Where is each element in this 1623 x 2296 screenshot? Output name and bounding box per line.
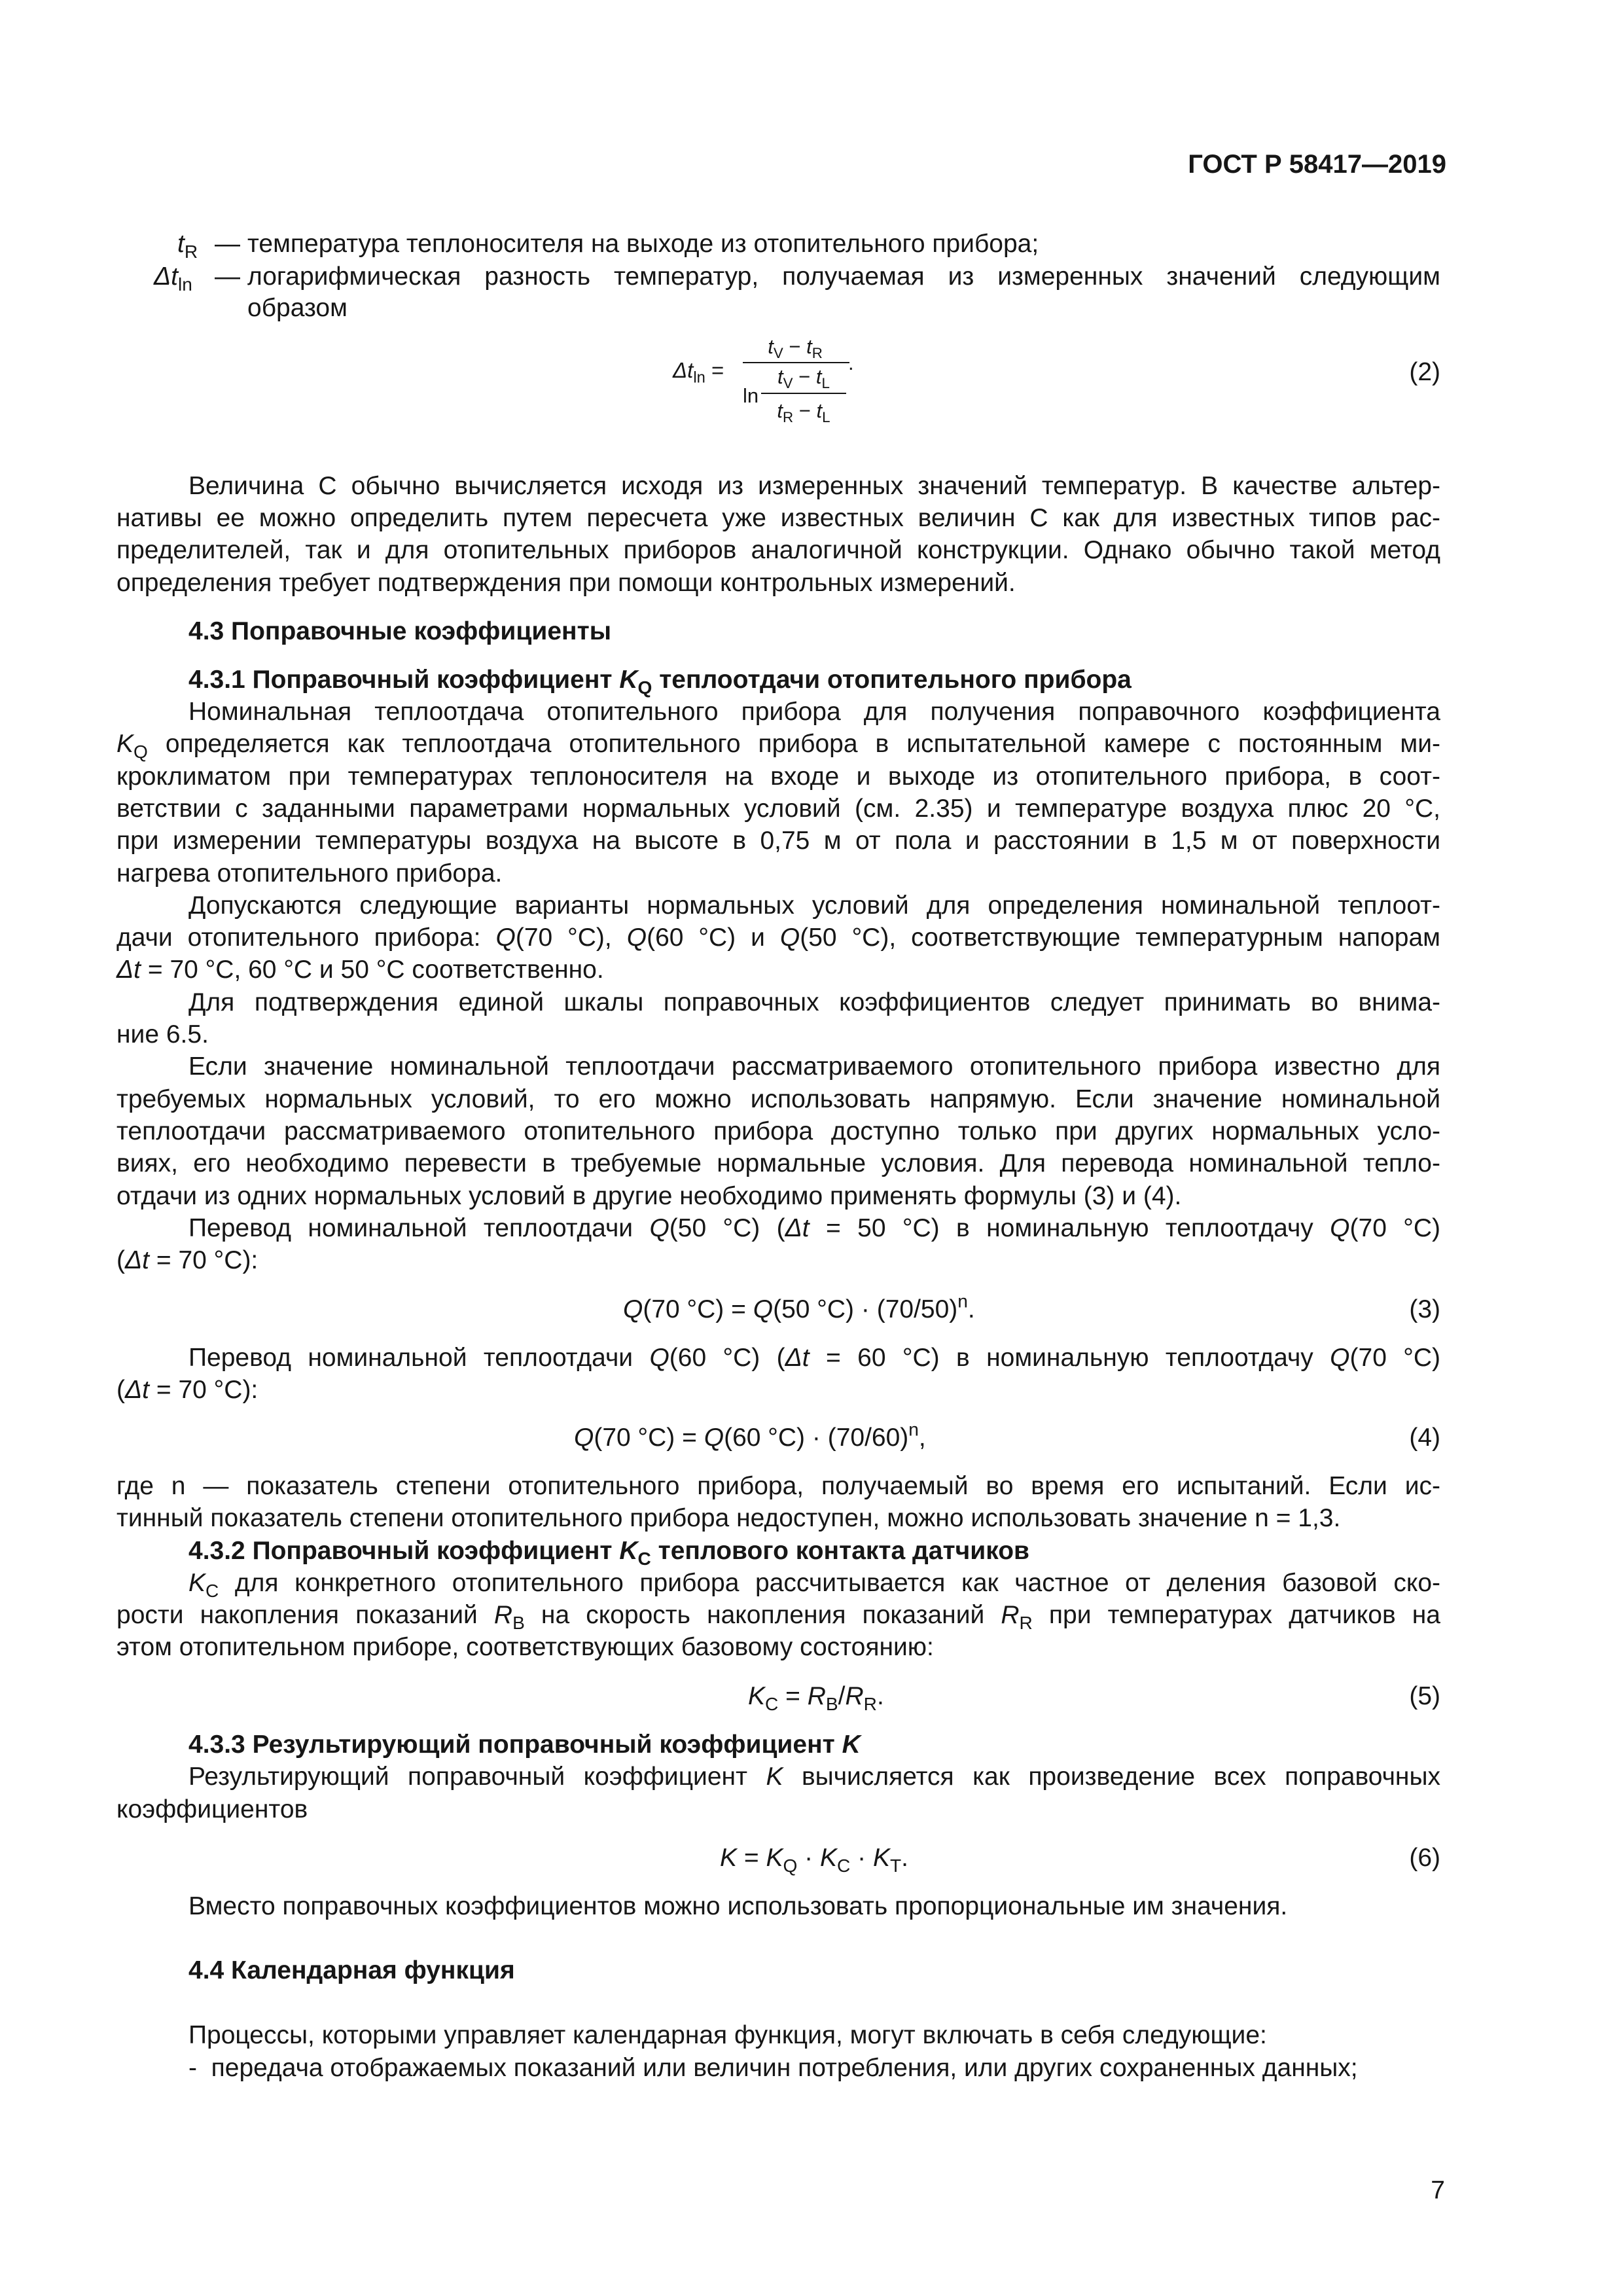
paragraph-line: ветствии с заданными параметрами нормальных условий (см. 2.35) и температуре воздуха плюс 20 °С, bbox=[116, 795, 1440, 823]
page-number: 7 bbox=[1431, 2176, 1445, 2204]
formula-2-fraction-bar bbox=[743, 362, 849, 363]
list-item: - передача отображаемых показаний или величин потребления, или других сохраненных данных; bbox=[188, 2054, 1358, 2082]
formula-5: $K_C = R_B/R_R$. bbox=[748, 1682, 884, 1714]
paragraph-line: кроклиматом при температурах теплоносителя на входе и выходе из отопительного прибора, в соот- bbox=[116, 762, 1440, 791]
formula-3-number: (3) bbox=[1409, 1295, 1440, 1323]
formula-2-lhs: $\Delta t_{ln}$ = bbox=[673, 358, 724, 387]
formula-6: $K = K_Q \cdot K_C \cdot K_T$. bbox=[720, 1844, 908, 1876]
paragraph-line: отдачи из одних нормальных условий в другие необходимо применять формулы (3) и (4). bbox=[116, 1182, 1182, 1210]
paragraph-line: Величина С обычно вычисляется исходя из измеренных значений температур. В качестве альтер- bbox=[188, 472, 1440, 500]
paragraph-line: Вместо поправочных коэффициентов можно использовать пропорциональные им значения. bbox=[188, 1892, 1288, 1920]
paragraph-line: дачи отопительного прибора: Q(70 °С), Q(60 °С) и Q(50 °С), соответствующие температурным напорам bbox=[116, 924, 1440, 952]
paragraph-line: рости накопления показаний $R_B$ на скорость накопления показаний $R_R$ при температурах датчиков на bbox=[116, 1601, 1440, 1633]
paragraph-line: тинный показатель степени отопительного прибора недоступен, можно использовать значение n = 1,3. bbox=[116, 1504, 1341, 1532]
bullet-marker: - bbox=[188, 2054, 197, 2082]
definition-symbol-dtln: $\Delta t_{ln}$ bbox=[154, 262, 192, 295]
paragraph-line: коэффициентов bbox=[116, 1795, 308, 1823]
paragraph-line: Результирующий поправочный коэффициент K вычисляется как произведение всех поправочных bbox=[188, 1763, 1440, 1791]
section-heading-4-4: 4.4 Календарная функция bbox=[188, 1956, 515, 1984]
definition-symbol-tR: $t_R$ bbox=[177, 230, 198, 262]
formula-5-number: (5) bbox=[1409, 1682, 1440, 1710]
formula-4-number: (4) bbox=[1409, 1424, 1440, 1452]
document-header: ГОСТ Р 58417—2019 bbox=[1188, 150, 1446, 179]
formula-2-number: (2) bbox=[1409, 358, 1440, 386]
formula-2-inner-fraction-bar bbox=[761, 393, 846, 394]
section-heading-4-3-3: 4.3.3 Результирующий поправочный коэффициент K bbox=[188, 1731, 861, 1759]
paragraph-line: пределителей, так и для отопительных приборов аналогичной конструкции. Однако обычно такой метод bbox=[116, 536, 1440, 564]
formula-2-ln: ln bbox=[743, 384, 759, 407]
paragraph-line: (Δt = 70 °С): bbox=[116, 1376, 259, 1404]
definition-dash: — bbox=[215, 262, 240, 291]
paragraph-line: этом отопительном приборе, соответствующих базовому состоянию: bbox=[116, 1633, 934, 1661]
formula-2-period: . bbox=[848, 351, 854, 374]
paragraph-line: Перевод номинальной теплоотдачи Q(60 °С) (Δt = 60 °С) в номинальную теплоотдачу Q(70 °С) bbox=[188, 1344, 1440, 1372]
formula-2-inner-denominator: $t_R - t_L$ bbox=[777, 399, 830, 426]
paragraph-line: виях, его необходимо перевести в требуемые нормальные условия. Для перевода номинальной тепло- bbox=[116, 1149, 1440, 1177]
formula-3: Q(70 °С) = Q(50 $^\circ С) \cdot (70/50)^n$. bbox=[623, 1291, 975, 1323]
paragraph-line: определения требует подтверждения при помощи контрольных измерений. bbox=[116, 569, 1016, 597]
section-heading-4-3: 4.3 Поправочные коэффициенты bbox=[188, 617, 611, 645]
paragraph-line: (Δt = 70 °С): bbox=[116, 1246, 259, 1274]
paragraph-line: при измерении температуры воздуха на высоте в 0,75 м от пола и расстоянии в 1,5 м от поверхности bbox=[116, 827, 1440, 855]
paragraph-line: Если значение номинальной теплоотдачи рассматриваемого отопительного прибора известно для bbox=[188, 1052, 1440, 1081]
paragraph-line: Перевод номинальной теплоотдачи Q(50 °С) (Δt = 50 °С) в номинальную теплоотдачу Q(70 °С) bbox=[188, 1214, 1440, 1242]
formula-2-numerator: $t_V - t_R$ bbox=[768, 335, 823, 362]
paragraph-line: Для подтверждения единой шкалы поправочных коэффициентов следует принимать во внима- bbox=[188, 988, 1440, 1016]
paragraph-line: $K_Q$ определяется как теплоотдача отопительного прибора в испытательной камере с постоянным ми- bbox=[116, 730, 1440, 762]
section-heading-4-3-1: 4.3.1 Поправочный коэффициент $K_Q$ теплоотдачи отопительного прибора bbox=[188, 666, 1132, 698]
formula-4: Q(70 °С) = Q(60 $^\circ С) \cdot (70/60)^n$, bbox=[574, 1419, 926, 1452]
paragraph-line: $K_C$ для конкретного отопительного прибора рассчитывается как частное от деления базовой ско- bbox=[188, 1569, 1440, 1601]
paragraph-line: Процессы, которыми управляет календарная функция, могут включать в себя следующие: bbox=[188, 2021, 1267, 2049]
definition-dash: — bbox=[215, 230, 240, 258]
paragraph-line: теплоотдачи рассматриваемого отопительного прибора доступно только при других нормальных усло- bbox=[116, 1117, 1440, 1145]
section-heading-4-3-2: 4.3.2 Поправочный коэффициент $K_C$ теплового контакта датчиков bbox=[188, 1537, 1030, 1569]
definition-text-cont: образом bbox=[247, 294, 348, 322]
formula-6-number: (6) bbox=[1409, 1844, 1440, 1872]
paragraph-line: нативы ее можно определить путем пересчета уже известных величин С как для известных типов рас- bbox=[116, 504, 1440, 532]
paragraph-line: нагрева отопительного прибора. bbox=[116, 859, 503, 888]
paragraph-line: ние 6.5. bbox=[116, 1020, 209, 1049]
paragraph-line: Δt = 70 °С, 60 °С и 50 °С соответственно. bbox=[116, 956, 604, 984]
definition-text-dtln: логарифмическая разность температур, получаемая из измеренных значений следующим bbox=[247, 262, 1440, 291]
paragraph-line: где n — показатель степени отопительного прибора, получаемый во время его испытаний. Если ис- bbox=[116, 1472, 1440, 1500]
formula-2-inner-numerator: $t_V - t_L$ bbox=[777, 365, 830, 392]
paragraph-line: Допускаются следующие варианты нормальных условий для определения номинальной теплоот- bbox=[188, 891, 1440, 920]
definition-text-tR: температура теплоносителя на выходе из отопительного прибора; bbox=[247, 230, 1039, 258]
paragraph-line: требуемых нормальных условий, то его можно использовать напрямую. Если значение номинальной bbox=[116, 1085, 1440, 1113]
paragraph-line: Номинальная теплоотдача отопительного прибора для получения поправочного коэффициента bbox=[188, 698, 1440, 726]
